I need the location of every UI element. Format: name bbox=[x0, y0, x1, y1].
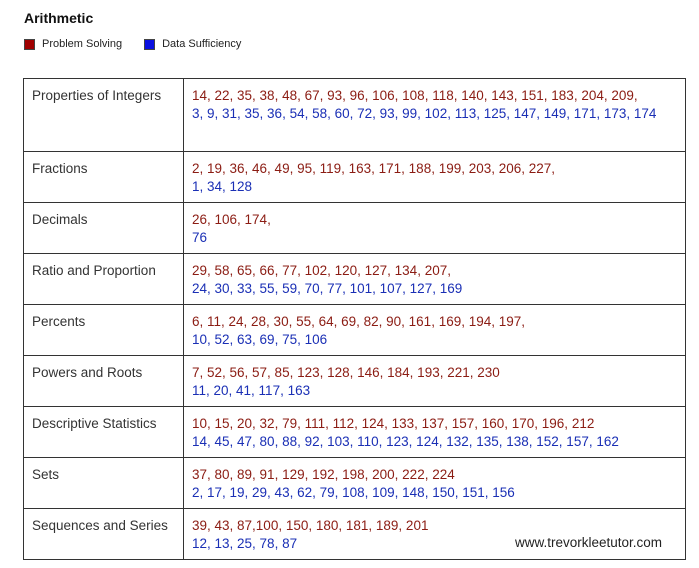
data-sufficiency-questions: 11, 20, 41, 117, 163 bbox=[192, 383, 311, 398]
data-sufficiency-questions: 10, 52, 63, 69, 75, 106 bbox=[192, 332, 328, 347]
topic-cell: Decimals bbox=[24, 203, 184, 254]
table-row bbox=[24, 356, 686, 407]
table-row bbox=[24, 407, 686, 458]
topic-cell: Descriptive Statistics bbox=[24, 407, 184, 458]
data-sufficiency-questions: 12, 13, 25, 78, 87 bbox=[192, 536, 298, 551]
topics-table bbox=[23, 78, 686, 560]
questions-cell bbox=[184, 356, 686, 407]
table-row bbox=[24, 509, 686, 560]
data-sufficiency-questions: 3, 9, 31, 35, 36, 54, 58, 60, 72, 93, 99, 102, 113, 125, 147, 149, 171, 173, 174 bbox=[192, 106, 657, 121]
table-row bbox=[24, 305, 686, 356]
data-sufficiency-questions: 24, 30, 33, 55, 59, 70, 77, 101, 107, 127, 169 bbox=[192, 281, 463, 296]
questions-cell bbox=[184, 458, 686, 509]
problem-solving-questions: 14, 22, 35, 38, 48, 67, 93, 96, 106, 108, 118, 140, 143, 151, 183, 204, 209, bbox=[192, 88, 638, 103]
problem-solving-questions: 10, 15, 20, 32, 79, 111, 112, 124, 133, 137, 157, 160, 170, 196, 212 bbox=[192, 416, 595, 431]
watermark: www.trevorkleetutor.com bbox=[515, 535, 663, 550]
legend-data-sufficiency-label: Data Sufficiency bbox=[162, 38, 242, 50]
table-row bbox=[24, 254, 686, 305]
table-row bbox=[24, 152, 686, 203]
data-sufficiency-swatch bbox=[144, 39, 155, 50]
topic-cell: Ratio and Proportion bbox=[24, 254, 184, 305]
topic-cell: Powers and Roots bbox=[24, 356, 184, 407]
topic-cell: Percents bbox=[24, 305, 184, 356]
problem-solving-questions: 29, 58, 65, 66, 77, 102, 120, 127, 134, 207, bbox=[192, 263, 451, 278]
questions-cell bbox=[184, 305, 686, 356]
problem-solving-swatch bbox=[24, 39, 35, 50]
data-sufficiency-questions: 1, 34, 128 bbox=[192, 179, 253, 194]
data-sufficiency-questions: 2, 17, 19, 29, 43, 62, 79, 108, 109, 148, 150, 151, 156 bbox=[192, 485, 515, 500]
topic-cell: Sets bbox=[24, 458, 184, 509]
page-title: Arithmetic bbox=[24, 10, 94, 26]
problem-solving-questions: 37, 80, 89, 91, 129, 192, 198, 200, 222, 224 bbox=[192, 467, 455, 482]
table-row bbox=[24, 458, 686, 509]
legend-data-sufficiency bbox=[144, 38, 241, 50]
problem-solving-questions: 6, 11, 24, 28, 30, 55, 64, 69, 82, 90, 161, 169, 194, 197, bbox=[192, 314, 526, 329]
data-sufficiency-questions: 76 bbox=[192, 230, 208, 245]
problem-solving-questions: 7, 52, 56, 57, 85, 123, 128, 146, 184, 193, 221, 230 bbox=[192, 365, 500, 380]
problem-solving-questions: 26, 106, 174, bbox=[192, 212, 271, 227]
topic-cell: Properties of Integers bbox=[24, 79, 184, 152]
table-row bbox=[24, 79, 686, 152]
legend-problem-solving bbox=[24, 38, 122, 50]
questions-cell bbox=[184, 79, 686, 152]
legend-problem-solving-label: Problem Solving bbox=[42, 38, 123, 50]
questions-cell bbox=[184, 203, 686, 254]
questions-cell bbox=[184, 407, 686, 458]
problem-solving-questions: 2, 19, 36, 46, 49, 95, 119, 163, 171, 188, 199, 203, 206, 227, bbox=[192, 161, 556, 176]
problem-solving-questions: 39, 43, 87,100, 150, 180, 181, 189, 201 bbox=[192, 518, 429, 533]
table-row bbox=[24, 203, 686, 254]
questions-cell bbox=[184, 509, 686, 560]
questions-cell bbox=[184, 254, 686, 305]
topic-cell: Sequences and Series bbox=[24, 509, 184, 560]
data-sufficiency-questions: 14, 45, 47, 80, 88, 92, 103, 110, 123, 124, 132, 135, 138, 152, 157, 162 bbox=[192, 434, 619, 449]
topic-cell: Fractions bbox=[24, 152, 184, 203]
questions-cell bbox=[184, 152, 686, 203]
legend bbox=[24, 38, 263, 50]
